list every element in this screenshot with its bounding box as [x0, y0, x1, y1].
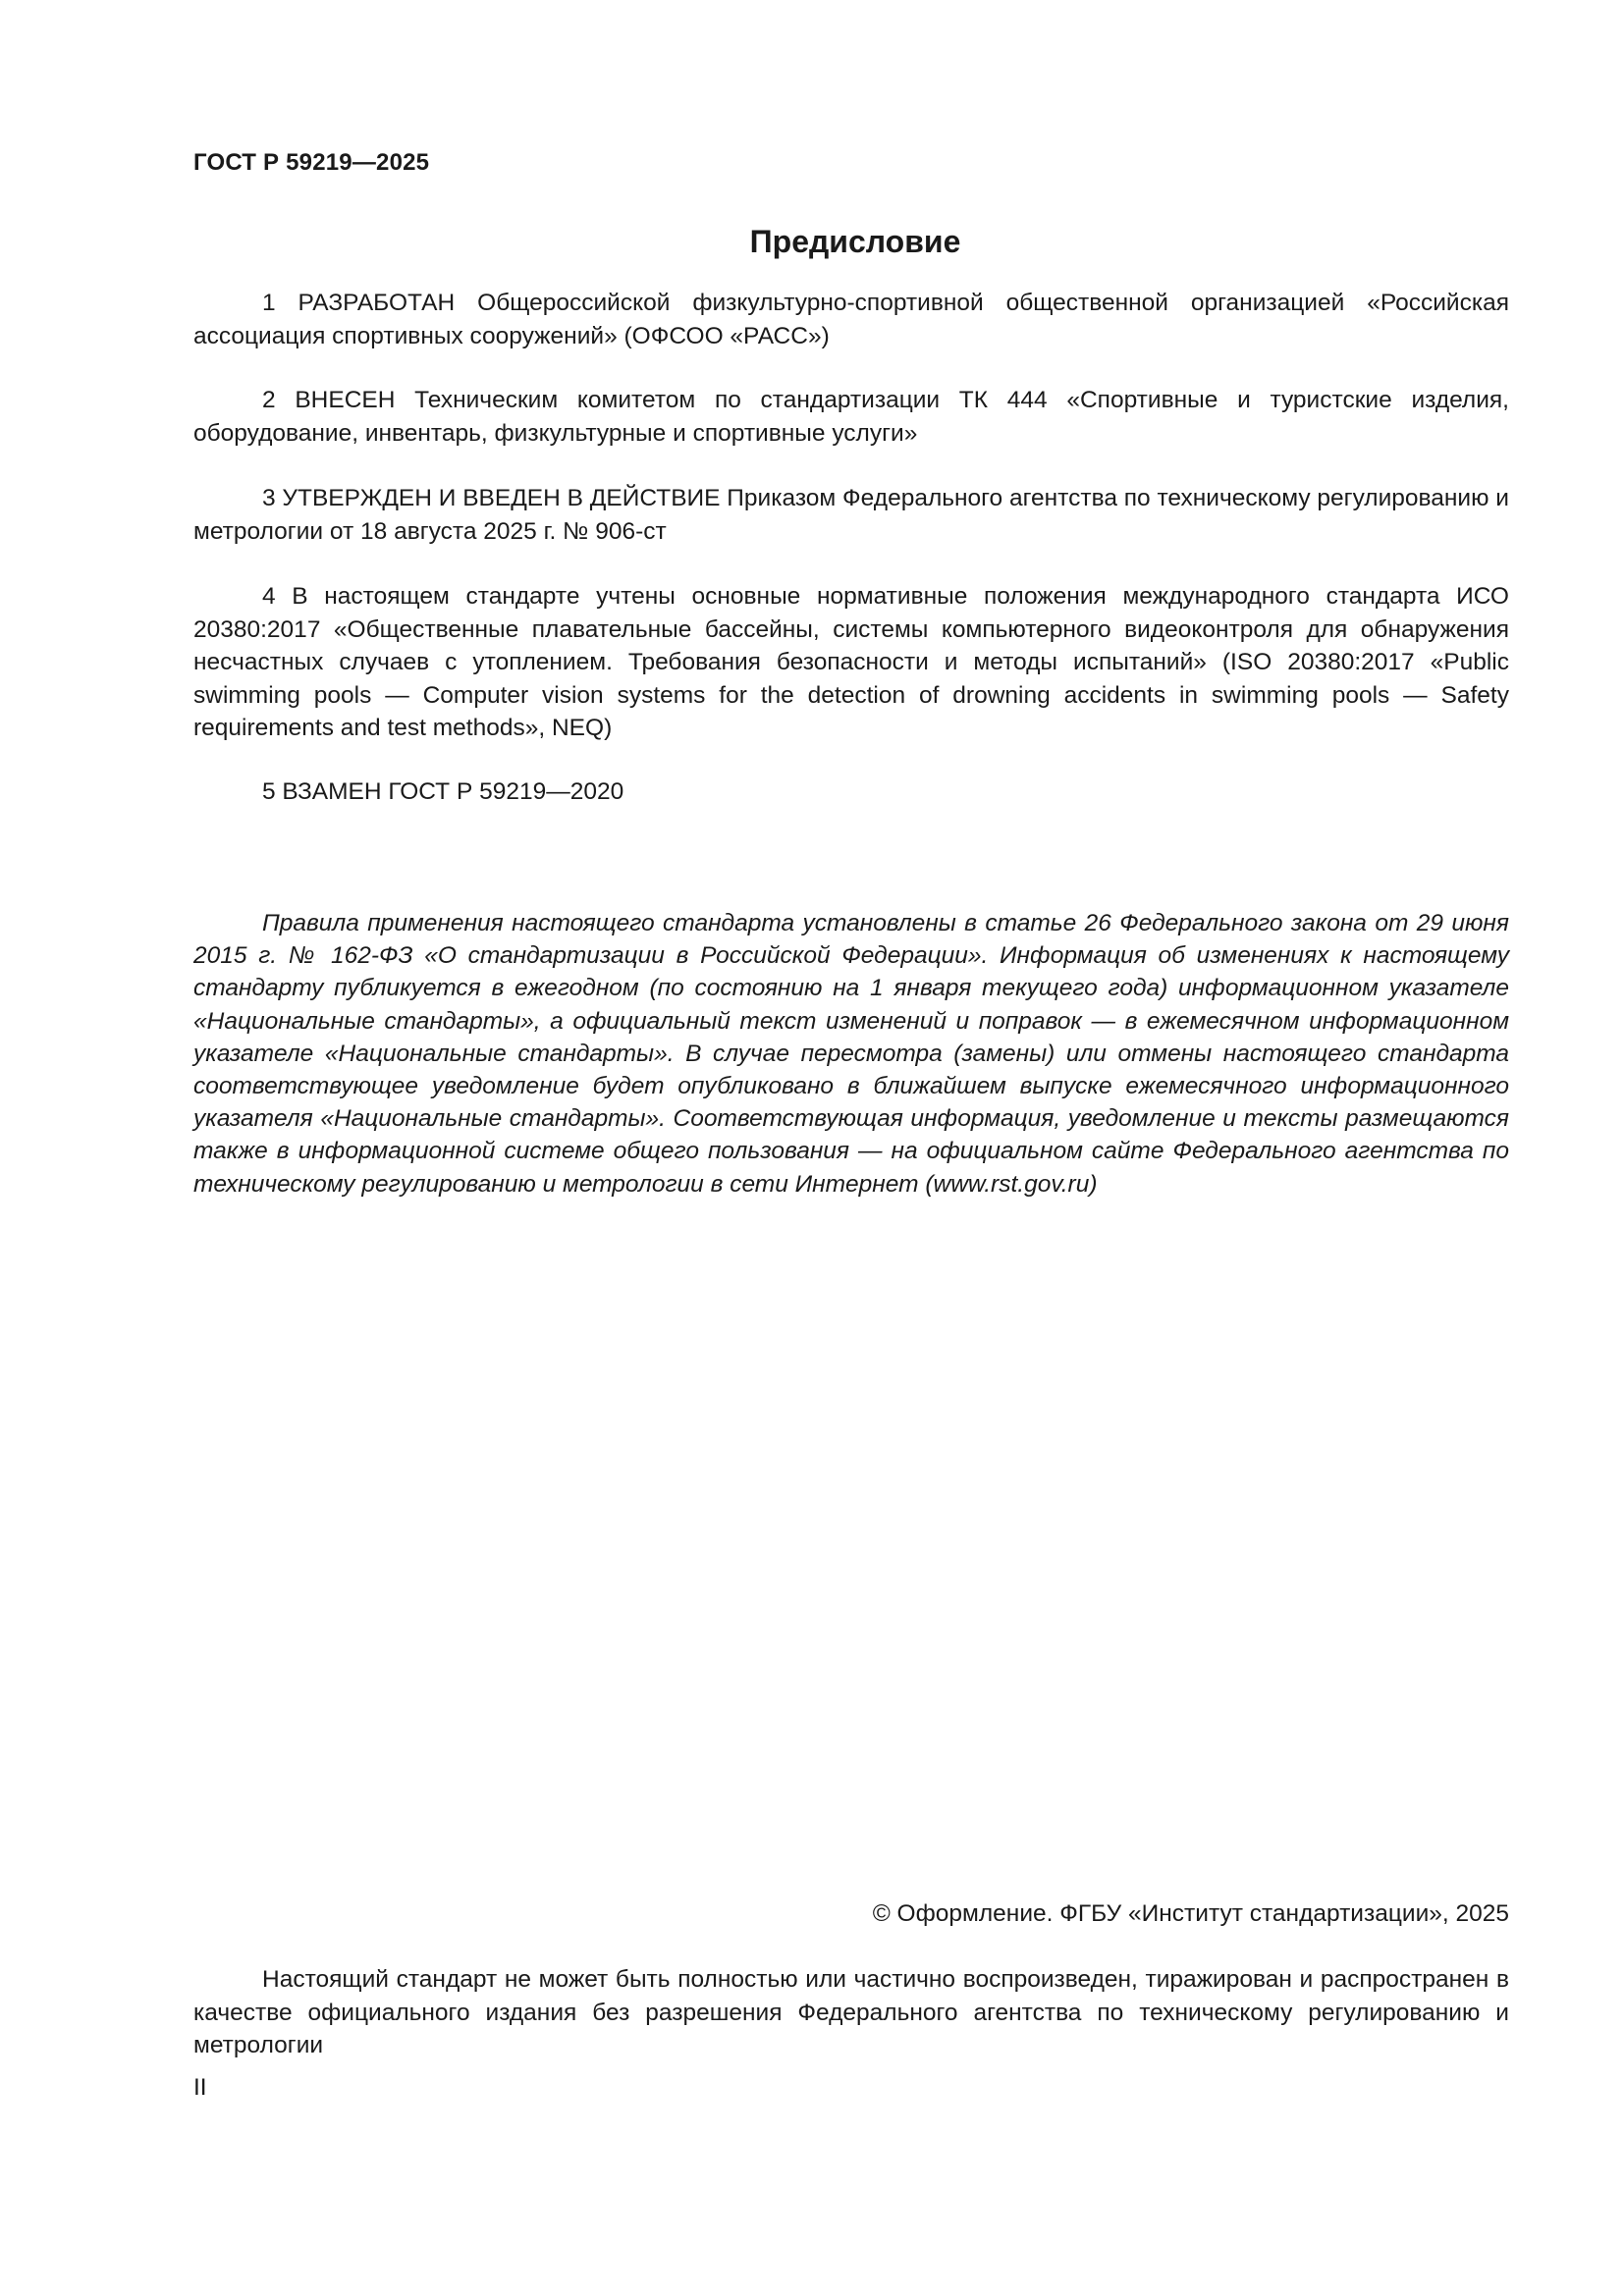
paragraph-replaces: 5 ВЗАМЕН ГОСТ Р 59219—2020: [262, 778, 624, 805]
reproduction-notice: Настоящий стандарт не может быть полностью или частично воспроизведен, тиражирован и распространен в качестве официального издания без разрешения Федерального агентства по техническому регулированию и метрологии: [193, 1966, 1509, 2058]
paragraph-international-standard: 4 В настоящем стандарте учтены основные нормативные положения международного стандарта ИСО 20380:2017 «Общественные плавательные бассейны, системы компьютерного видеоконтроля для обнаружения несчастных случаев с утоплением. Требования безопасности и методы испытаний» (ISO 20380:2017 «Public swimming pools — Computer vision systems for the detection of drowning accidents in swimming pools — Safety requirements and test methods», NEQ): [193, 583, 1509, 741]
paragraph-developed-by: 1 РАЗРАБОТАН Общероссийской физкультурно-спортивной общественной организацией «Российская ассоциация спортивных сооружений» (ОФСОО «РАСС»): [193, 290, 1509, 349]
document-header: ГОСТ Р 59219—2025: [193, 149, 430, 176]
copyright-line: © Оформление. ФГБУ «Институт стандартизации», 2025: [872, 1900, 1509, 1927]
paragraph-submitted-by: 2 ВНЕСЕН Техническим комитетом по стандартизации ТК 444 «Спортивные и туристские изделия, оборудование, инвентарь, физкультурные и спортивные услуги»: [193, 387, 1509, 447]
application-rules-note: Правила применения настоящего стандарта установлены в статье 26 Федерального закона от 29 июня 2015 г. № 162-ФЗ «О стандартизации в Российской Федерации». Информация об изменениях к настоящему стандарту публикуется в ежегодном (по состоянию на 1 января текущего года) информационном указателе «Национальные стандарты», а официальный текст изменений и поправок — в ежемесячном информационном указателе «Национальные стандарты». В случае пересмотра (замены) или отмены настоящего стандарта соответствующее уведомление будет опубликовано в ближайшем выпуске ежемесячного информационного указателя «Национальные стандарты». Соответствующая информация, уведомление и тексты размещаются также в информационной системе общего пользования — на официальном сайте Федерального агентства по техническому регулированию и метрологии в сети Интернет (www.rst.gov.ru): [193, 910, 1509, 1198]
page-number: II: [193, 2074, 207, 2101]
paragraph-approved: 3 УТВЕРЖДЕН И ВВЕДЕН В ДЕЙСТВИЕ Приказом Федерального агентства по техническому регулированию и метрологии от 18 августа 2025 г. № 906-ст: [193, 485, 1509, 545]
page-title: Предисловие: [749, 224, 961, 259]
